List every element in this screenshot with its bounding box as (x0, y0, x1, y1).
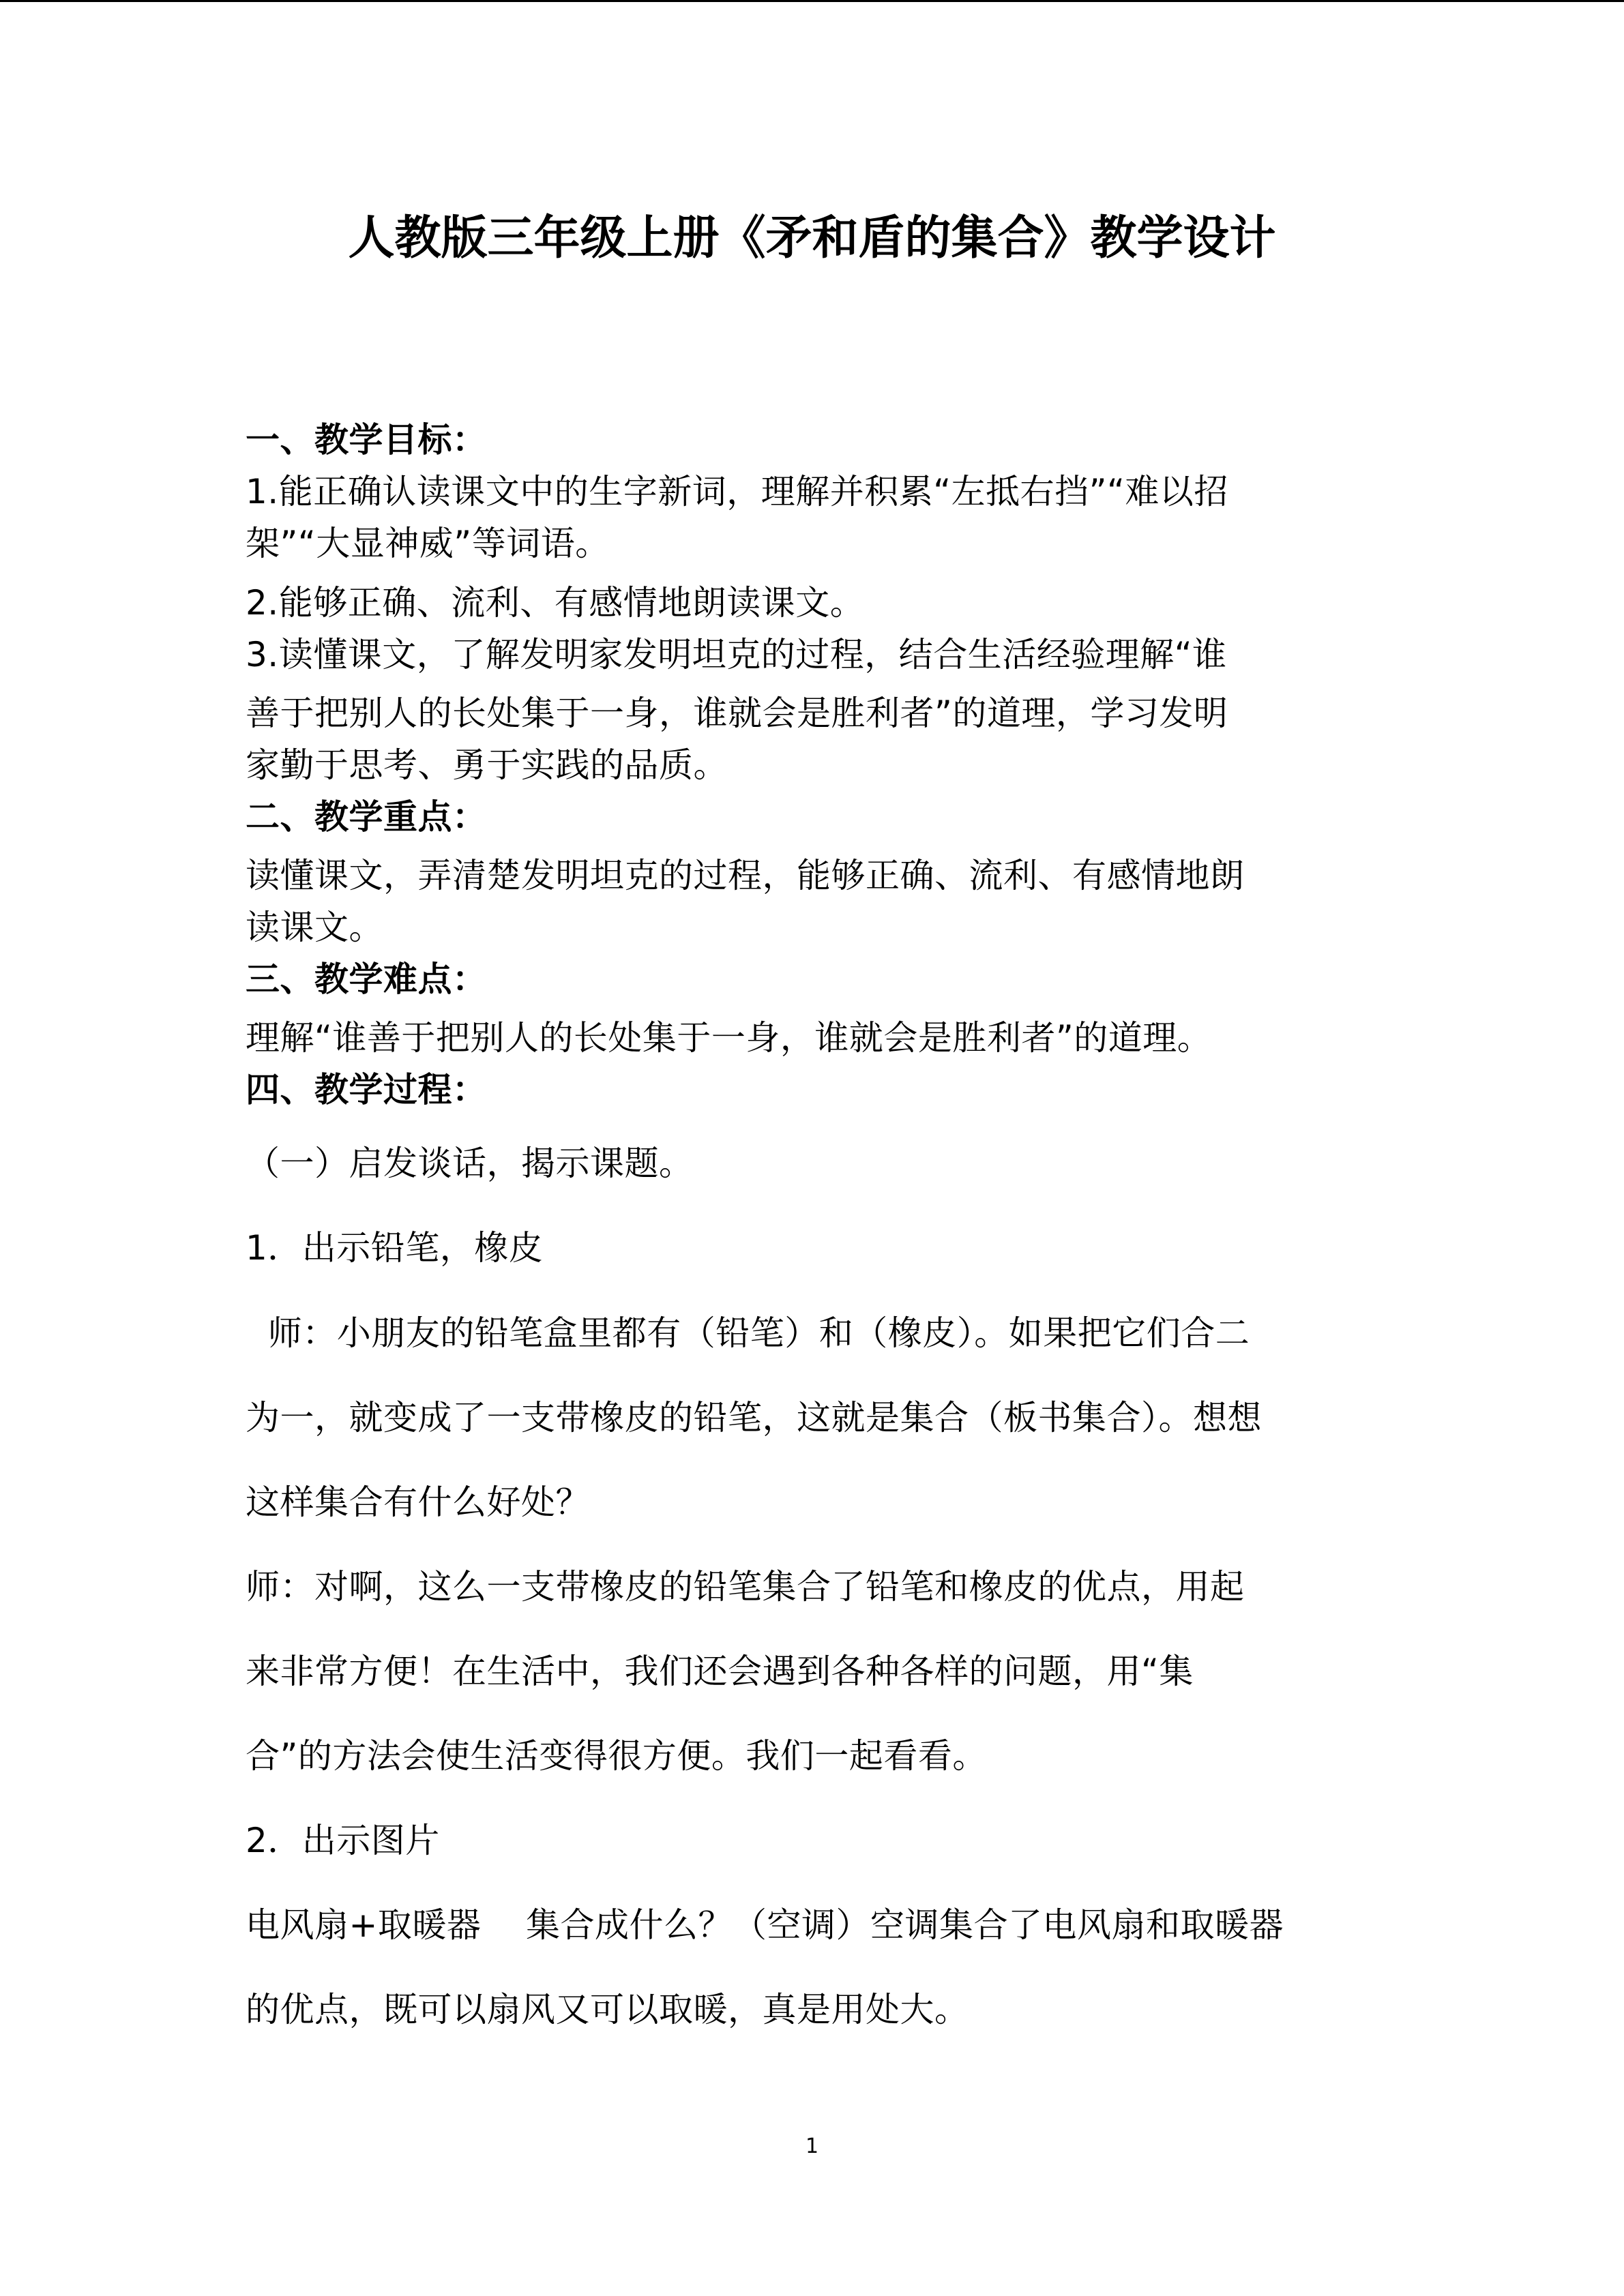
process-step-1: 1．出示铅笔，橡皮 (246, 1228, 544, 1268)
goal-item-1-line-2: 架”“大显神威”等词语。 (246, 524, 610, 563)
document-title: 人教版三年级上册《矛和盾的集合》教学设计 (348, 211, 1276, 265)
process-paragraph-1-line-1: 师：小朋友的铅笔盒里都有（铅笔）和（橡皮）。如果把它们合二 (246, 1313, 1250, 1353)
process-paragraph-3-line-1: 电风扇+取暖器 集合成什么？（空调）空调集合了电风扇和取暖器 (246, 1905, 1284, 1945)
process-step-2: 2．出示图片 (246, 1821, 440, 1860)
goal-item-2: 2.能够正确、流利、有感情地朗读课文。 (246, 583, 865, 623)
page-top-border (0, 0, 1624, 2)
process-paragraph-2-line-2: 来非常方便！在生活中，我们还会遇到各种各样的问题，用“集 (246, 1652, 1194, 1691)
process-paragraph-1-line-3: 这样集合有什么好处？ (246, 1482, 590, 1522)
section-heading-key-points: 二、教学重点： (246, 797, 487, 837)
process-paragraph-2-line-3: 合”的方法会使生活变得很方便。我们一起看看。 (246, 1736, 987, 1776)
page-number: 1 (805, 2134, 819, 2158)
goal-item-3-line-1: 3.读懂课文，了解发明家发明坦克的过程，结合生活经验理解“谁 (246, 635, 1227, 674)
goal-item-1-line-1: 1.能正确认读课文中的生字新词，理解并积累“左抵右挡”“难以招 (246, 472, 1228, 511)
section-heading-goals: 一、教学目标： (246, 420, 487, 460)
goal-item-3-line-2: 善于把别人的长处集于一身，谁就会是胜利者”的道理，学习发明 (246, 694, 1228, 733)
process-paragraph-3-line-2: 的优点，既可以扇风又可以取暖，真是用处大。 (246, 1990, 969, 2029)
process-paragraph-2-line-1: 师：对啊，这么一支带橡皮的铅笔集合了铅笔和橡皮的优点，用起 (246, 1567, 1245, 1607)
difficulties-line-1: 理解“谁善于把别人的长处集于一身，谁就会是胜利者”的道理。 (246, 1018, 1212, 1058)
section-heading-difficulties: 三、教学难点： (246, 959, 487, 999)
key-points-line-2: 读课文。 (246, 908, 383, 947)
goal-item-3-line-3: 家勤于思考、勇于实践的品质。 (246, 745, 728, 785)
key-points-line-1: 读懂课文，弄清楚发明坦克的过程，能够正确、流利、有感情地朗 (246, 856, 1245, 895)
process-paragraph-1-line-2: 为一，就变成了一支带橡皮的铅笔，这就是集合（板书集合）。想想 (246, 1398, 1262, 1437)
section-heading-process: 四、教学过程： (246, 1070, 487, 1109)
process-subheading-1: （一）启发谈话，揭示课题。 (246, 1144, 694, 1183)
